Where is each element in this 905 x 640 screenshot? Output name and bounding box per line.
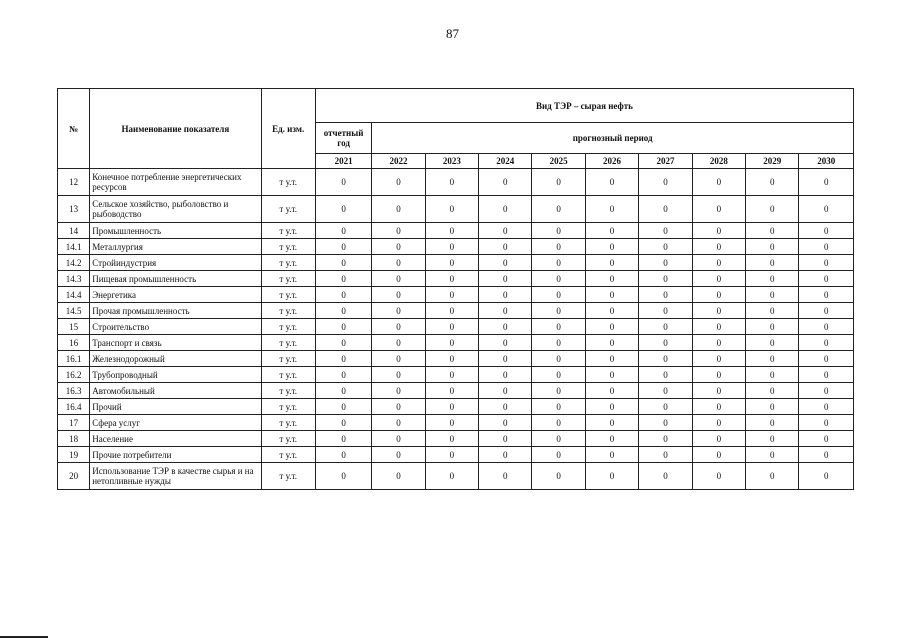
row-value: 0 [479, 255, 532, 271]
row-indicator-name: Промышленность [90, 223, 261, 239]
row-value: 0 [425, 399, 478, 415]
row-value: 0 [746, 196, 799, 223]
row-indicator-name: Прочий [90, 399, 261, 415]
row-value: 0 [799, 463, 854, 490]
row-value: 0 [479, 399, 532, 415]
row-value: 0 [639, 335, 692, 351]
row-value: 0 [585, 169, 638, 196]
row-value: 0 [479, 351, 532, 367]
row-value: 0 [532, 399, 585, 415]
row-value: 0 [799, 447, 854, 463]
row-indicator-name: Стройиндустрия [90, 255, 261, 271]
row-value: 0 [425, 255, 478, 271]
row-value: 0 [372, 351, 425, 367]
row-value: 0 [532, 447, 585, 463]
row-value: 0 [532, 415, 585, 431]
row-value: 0 [639, 431, 692, 447]
energy-balance-table [57, 88, 854, 490]
row-value: 0 [315, 367, 371, 383]
row-value: 0 [639, 196, 692, 223]
row-value: 0 [372, 239, 425, 255]
row-value: 0 [746, 463, 799, 490]
table-row [58, 196, 854, 223]
row-unit: т у.т. [261, 335, 315, 351]
row-value: 0 [746, 239, 799, 255]
row-value: 0 [799, 223, 854, 239]
row-unit: т у.т. [261, 415, 315, 431]
row-value: 0 [315, 169, 371, 196]
row-unit: т у.т. [261, 239, 315, 255]
row-value: 0 [692, 367, 745, 383]
row-value: 0 [746, 367, 799, 383]
row-value: 0 [425, 383, 478, 399]
row-value: 0 [532, 303, 585, 319]
row-value: 0 [585, 255, 638, 271]
row-value: 0 [532, 196, 585, 223]
row-value: 0 [585, 431, 638, 447]
row-value: 0 [692, 303, 745, 319]
row-indicator-name: Сфера услуг [90, 415, 261, 431]
row-value: 0 [372, 383, 425, 399]
row-indicator-name: Металлургия [90, 239, 261, 255]
row-indicator-name: Энергетика [90, 287, 261, 303]
row-number: 20 [58, 463, 90, 490]
row-value: 0 [315, 287, 371, 303]
row-value: 0 [315, 351, 371, 367]
row-value: 0 [425, 271, 478, 287]
row-value: 0 [372, 447, 425, 463]
row-value: 0 [692, 239, 745, 255]
header-year: 2029 [746, 154, 799, 169]
row-value: 0 [799, 351, 854, 367]
table-row [58, 367, 854, 383]
row-value: 0 [479, 196, 532, 223]
row-value: 0 [692, 319, 745, 335]
table-row [58, 223, 854, 239]
row-value: 0 [639, 169, 692, 196]
row-unit: т у.т. [261, 271, 315, 287]
row-value: 0 [479, 239, 532, 255]
row-value: 0 [746, 223, 799, 239]
row-value: 0 [639, 303, 692, 319]
row-value: 0 [692, 463, 745, 490]
row-value: 0 [425, 447, 478, 463]
row-indicator-name: Сельское хозяйство, рыболовство и рыбоводство [90, 196, 261, 223]
row-value: 0 [639, 367, 692, 383]
row-value: 0 [746, 399, 799, 415]
row-value: 0 [639, 287, 692, 303]
row-number: 13 [58, 196, 90, 223]
row-value: 0 [799, 196, 854, 223]
row-value: 0 [799, 287, 854, 303]
row-value: 0 [372, 335, 425, 351]
row-value: 0 [799, 271, 854, 287]
row-value: 0 [585, 223, 638, 239]
row-value: 0 [315, 399, 371, 415]
row-value: 0 [315, 335, 371, 351]
row-value: 0 [532, 383, 585, 399]
row-value: 0 [425, 415, 478, 431]
row-value: 0 [315, 223, 371, 239]
table-row [58, 447, 854, 463]
row-unit: т у.т. [261, 287, 315, 303]
table-row [58, 431, 854, 447]
table-row [58, 351, 854, 367]
row-value: 0 [479, 431, 532, 447]
row-value: 0 [692, 287, 745, 303]
row-number: 17 [58, 415, 90, 431]
row-value: 0 [585, 335, 638, 351]
row-value: 0 [532, 271, 585, 287]
row-value: 0 [425, 196, 478, 223]
header-number: № [58, 89, 90, 169]
row-value: 0 [799, 383, 854, 399]
table-row [58, 319, 854, 335]
row-indicator-name: Пищевая промышленность [90, 271, 261, 287]
row-value: 0 [585, 303, 638, 319]
header-indicator-name: Наименование показателя [90, 89, 261, 169]
row-value: 0 [372, 271, 425, 287]
row-unit: т у.т. [261, 383, 315, 399]
row-value: 0 [692, 351, 745, 367]
row-value: 0 [692, 335, 745, 351]
row-value: 0 [372, 223, 425, 239]
row-number: 14.2 [58, 255, 90, 271]
row-value: 0 [479, 319, 532, 335]
row-value: 0 [585, 271, 638, 287]
row-value: 0 [692, 431, 745, 447]
row-value: 0 [315, 271, 371, 287]
row-value: 0 [799, 169, 854, 196]
header-year: 2025 [532, 154, 585, 169]
row-number: 12 [58, 169, 90, 196]
row-value: 0 [479, 415, 532, 431]
row-value: 0 [532, 351, 585, 367]
row-value: 0 [372, 319, 425, 335]
row-value: 0 [532, 335, 585, 351]
table-body [58, 169, 854, 490]
row-value: 0 [746, 303, 799, 319]
header-year: 2024 [479, 154, 532, 169]
row-value: 0 [585, 415, 638, 431]
row-value: 0 [692, 271, 745, 287]
row-value: 0 [479, 367, 532, 383]
row-unit: т у.т. [261, 223, 315, 239]
row-value: 0 [585, 351, 638, 367]
row-value: 0 [692, 383, 745, 399]
row-value: 0 [799, 255, 854, 271]
row-unit: т у.т. [261, 351, 315, 367]
row-value: 0 [315, 303, 371, 319]
row-indicator-name: Железнодорожный [90, 351, 261, 367]
row-value: 0 [425, 367, 478, 383]
row-value: 0 [425, 287, 478, 303]
row-value: 0 [372, 463, 425, 490]
row-value: 0 [746, 351, 799, 367]
row-value: 0 [479, 383, 532, 399]
row-number: 16.2 [58, 367, 90, 383]
row-value: 0 [746, 255, 799, 271]
row-number: 14.3 [58, 271, 90, 287]
row-number: 16.1 [58, 351, 90, 367]
row-value: 0 [315, 239, 371, 255]
row-value: 0 [315, 447, 371, 463]
row-value: 0 [799, 303, 854, 319]
row-value: 0 [425, 169, 478, 196]
row-value: 0 [532, 239, 585, 255]
header-year: 2022 [372, 154, 425, 169]
row-number: 16.3 [58, 383, 90, 399]
row-value: 0 [479, 271, 532, 287]
row-value: 0 [479, 335, 532, 351]
row-value: 0 [425, 239, 478, 255]
header-year: 2026 [585, 154, 638, 169]
row-value: 0 [532, 255, 585, 271]
row-value: 0 [372, 255, 425, 271]
table-row [58, 303, 854, 319]
header-forecast-period: прогнозный период [372, 123, 854, 154]
row-value: 0 [639, 271, 692, 287]
table-row [58, 335, 854, 351]
row-number: 14.1 [58, 239, 90, 255]
row-value: 0 [639, 319, 692, 335]
row-value: 0 [479, 447, 532, 463]
header-year: 2028 [692, 154, 745, 169]
row-value: 0 [639, 447, 692, 463]
row-value: 0 [372, 367, 425, 383]
row-number: 16 [58, 335, 90, 351]
row-value: 0 [799, 367, 854, 383]
row-value: 0 [479, 169, 532, 196]
row-unit: т у.т. [261, 431, 315, 447]
row-value: 0 [585, 399, 638, 415]
row-value: 0 [692, 255, 745, 271]
row-value: 0 [315, 431, 371, 447]
row-value: 0 [315, 415, 371, 431]
row-value: 0 [532, 319, 585, 335]
row-value: 0 [372, 303, 425, 319]
row-value: 0 [639, 463, 692, 490]
row-unit: т у.т. [261, 196, 315, 223]
row-value: 0 [746, 431, 799, 447]
row-value: 0 [479, 223, 532, 239]
row-value: 0 [746, 447, 799, 463]
row-value: 0 [425, 431, 478, 447]
row-value: 0 [799, 431, 854, 447]
page-number: 87 [446, 26, 459, 41]
row-value: 0 [746, 169, 799, 196]
table-row [58, 415, 854, 431]
row-value: 0 [585, 196, 638, 223]
row-number: 14.4 [58, 287, 90, 303]
row-unit: т у.т. [261, 319, 315, 335]
row-number: 15 [58, 319, 90, 335]
row-indicator-name: Автомобильный [90, 383, 261, 399]
row-value: 0 [692, 169, 745, 196]
row-unit: т у.т. [261, 367, 315, 383]
row-value: 0 [639, 383, 692, 399]
row-value: 0 [585, 287, 638, 303]
row-value: 0 [639, 415, 692, 431]
row-value: 0 [315, 255, 371, 271]
row-value: 0 [639, 255, 692, 271]
row-value: 0 [425, 463, 478, 490]
table-row [58, 239, 854, 255]
row-unit: т у.т. [261, 399, 315, 415]
row-number: 14.5 [58, 303, 90, 319]
row-value: 0 [372, 196, 425, 223]
table-row [58, 255, 854, 271]
row-value: 0 [585, 367, 638, 383]
row-indicator-name: Строительство [90, 319, 261, 335]
row-value: 0 [692, 196, 745, 223]
row-value: 0 [639, 399, 692, 415]
table-row [58, 383, 854, 399]
row-unit: т у.т. [261, 303, 315, 319]
table-row [58, 399, 854, 415]
row-indicator-name: Конечное потребление энергетических ресурсов [90, 169, 261, 196]
row-unit: т у.т. [261, 463, 315, 490]
row-value: 0 [799, 319, 854, 335]
table-row [58, 169, 854, 196]
row-value: 0 [532, 287, 585, 303]
row-number: 19 [58, 447, 90, 463]
row-value: 0 [372, 415, 425, 431]
table-header [58, 89, 854, 169]
table-row [58, 287, 854, 303]
row-value: 0 [372, 169, 425, 196]
row-value: 0 [799, 335, 854, 351]
row-number: 16.4 [58, 399, 90, 415]
row-number: 14 [58, 223, 90, 239]
row-value: 0 [479, 303, 532, 319]
row-value: 0 [692, 447, 745, 463]
header-unit: Ед. изм. [261, 89, 315, 169]
row-indicator-name: Прочая промышленность [90, 303, 261, 319]
row-value: 0 [746, 287, 799, 303]
row-value: 0 [425, 351, 478, 367]
row-value: 0 [532, 223, 585, 239]
row-value: 0 [639, 223, 692, 239]
row-value: 0 [425, 223, 478, 239]
row-value: 0 [585, 319, 638, 335]
row-unit: т у.т. [261, 255, 315, 271]
row-value: 0 [746, 271, 799, 287]
row-unit: т у.т. [261, 447, 315, 463]
row-value: 0 [532, 431, 585, 447]
row-value: 0 [692, 399, 745, 415]
row-value: 0 [799, 239, 854, 255]
row-value: 0 [639, 239, 692, 255]
row-value: 0 [372, 399, 425, 415]
header-year: 2030 [799, 154, 854, 169]
header-year: 2023 [425, 154, 478, 169]
row-value: 0 [479, 463, 532, 490]
row-indicator-name: Использование ТЭР в качестве сырья и на нетопливные нужды [90, 463, 261, 490]
row-unit: т у.т. [261, 169, 315, 196]
row-value: 0 [372, 287, 425, 303]
row-value: 0 [425, 335, 478, 351]
row-value: 0 [746, 319, 799, 335]
row-value: 0 [585, 239, 638, 255]
row-value: 0 [532, 463, 585, 490]
row-value: 0 [425, 319, 478, 335]
row-value: 0 [372, 431, 425, 447]
row-indicator-name: Прочие потребители [90, 447, 261, 463]
row-value: 0 [639, 351, 692, 367]
row-indicator-name: Население [90, 431, 261, 447]
table-row [58, 463, 854, 490]
row-value: 0 [692, 415, 745, 431]
table-row [58, 271, 854, 287]
row-value: 0 [315, 463, 371, 490]
header-year: 2021 [315, 154, 371, 169]
row-value: 0 [799, 399, 854, 415]
header-resource-type: Вид ТЭР – сырая нефть [315, 89, 853, 123]
row-value: 0 [315, 196, 371, 223]
row-value: 0 [315, 319, 371, 335]
row-value: 0 [315, 383, 371, 399]
row-value: 0 [532, 169, 585, 196]
row-indicator-name: Трубопроводный [90, 367, 261, 383]
row-value: 0 [585, 383, 638, 399]
header-reported-year: отчетный год [315, 123, 371, 154]
row-value: 0 [799, 415, 854, 431]
row-value: 0 [692, 223, 745, 239]
row-value: 0 [585, 463, 638, 490]
row-value: 0 [479, 287, 532, 303]
row-value: 0 [425, 303, 478, 319]
row-value: 0 [746, 383, 799, 399]
row-value: 0 [746, 335, 799, 351]
row-value: 0 [532, 367, 585, 383]
footnote-divider [0, 636, 48, 638]
row-value: 0 [746, 415, 799, 431]
row-value: 0 [585, 447, 638, 463]
header-year: 2027 [639, 154, 692, 169]
row-number: 18 [58, 431, 90, 447]
row-indicator-name: Транспорт и связь [90, 335, 261, 351]
